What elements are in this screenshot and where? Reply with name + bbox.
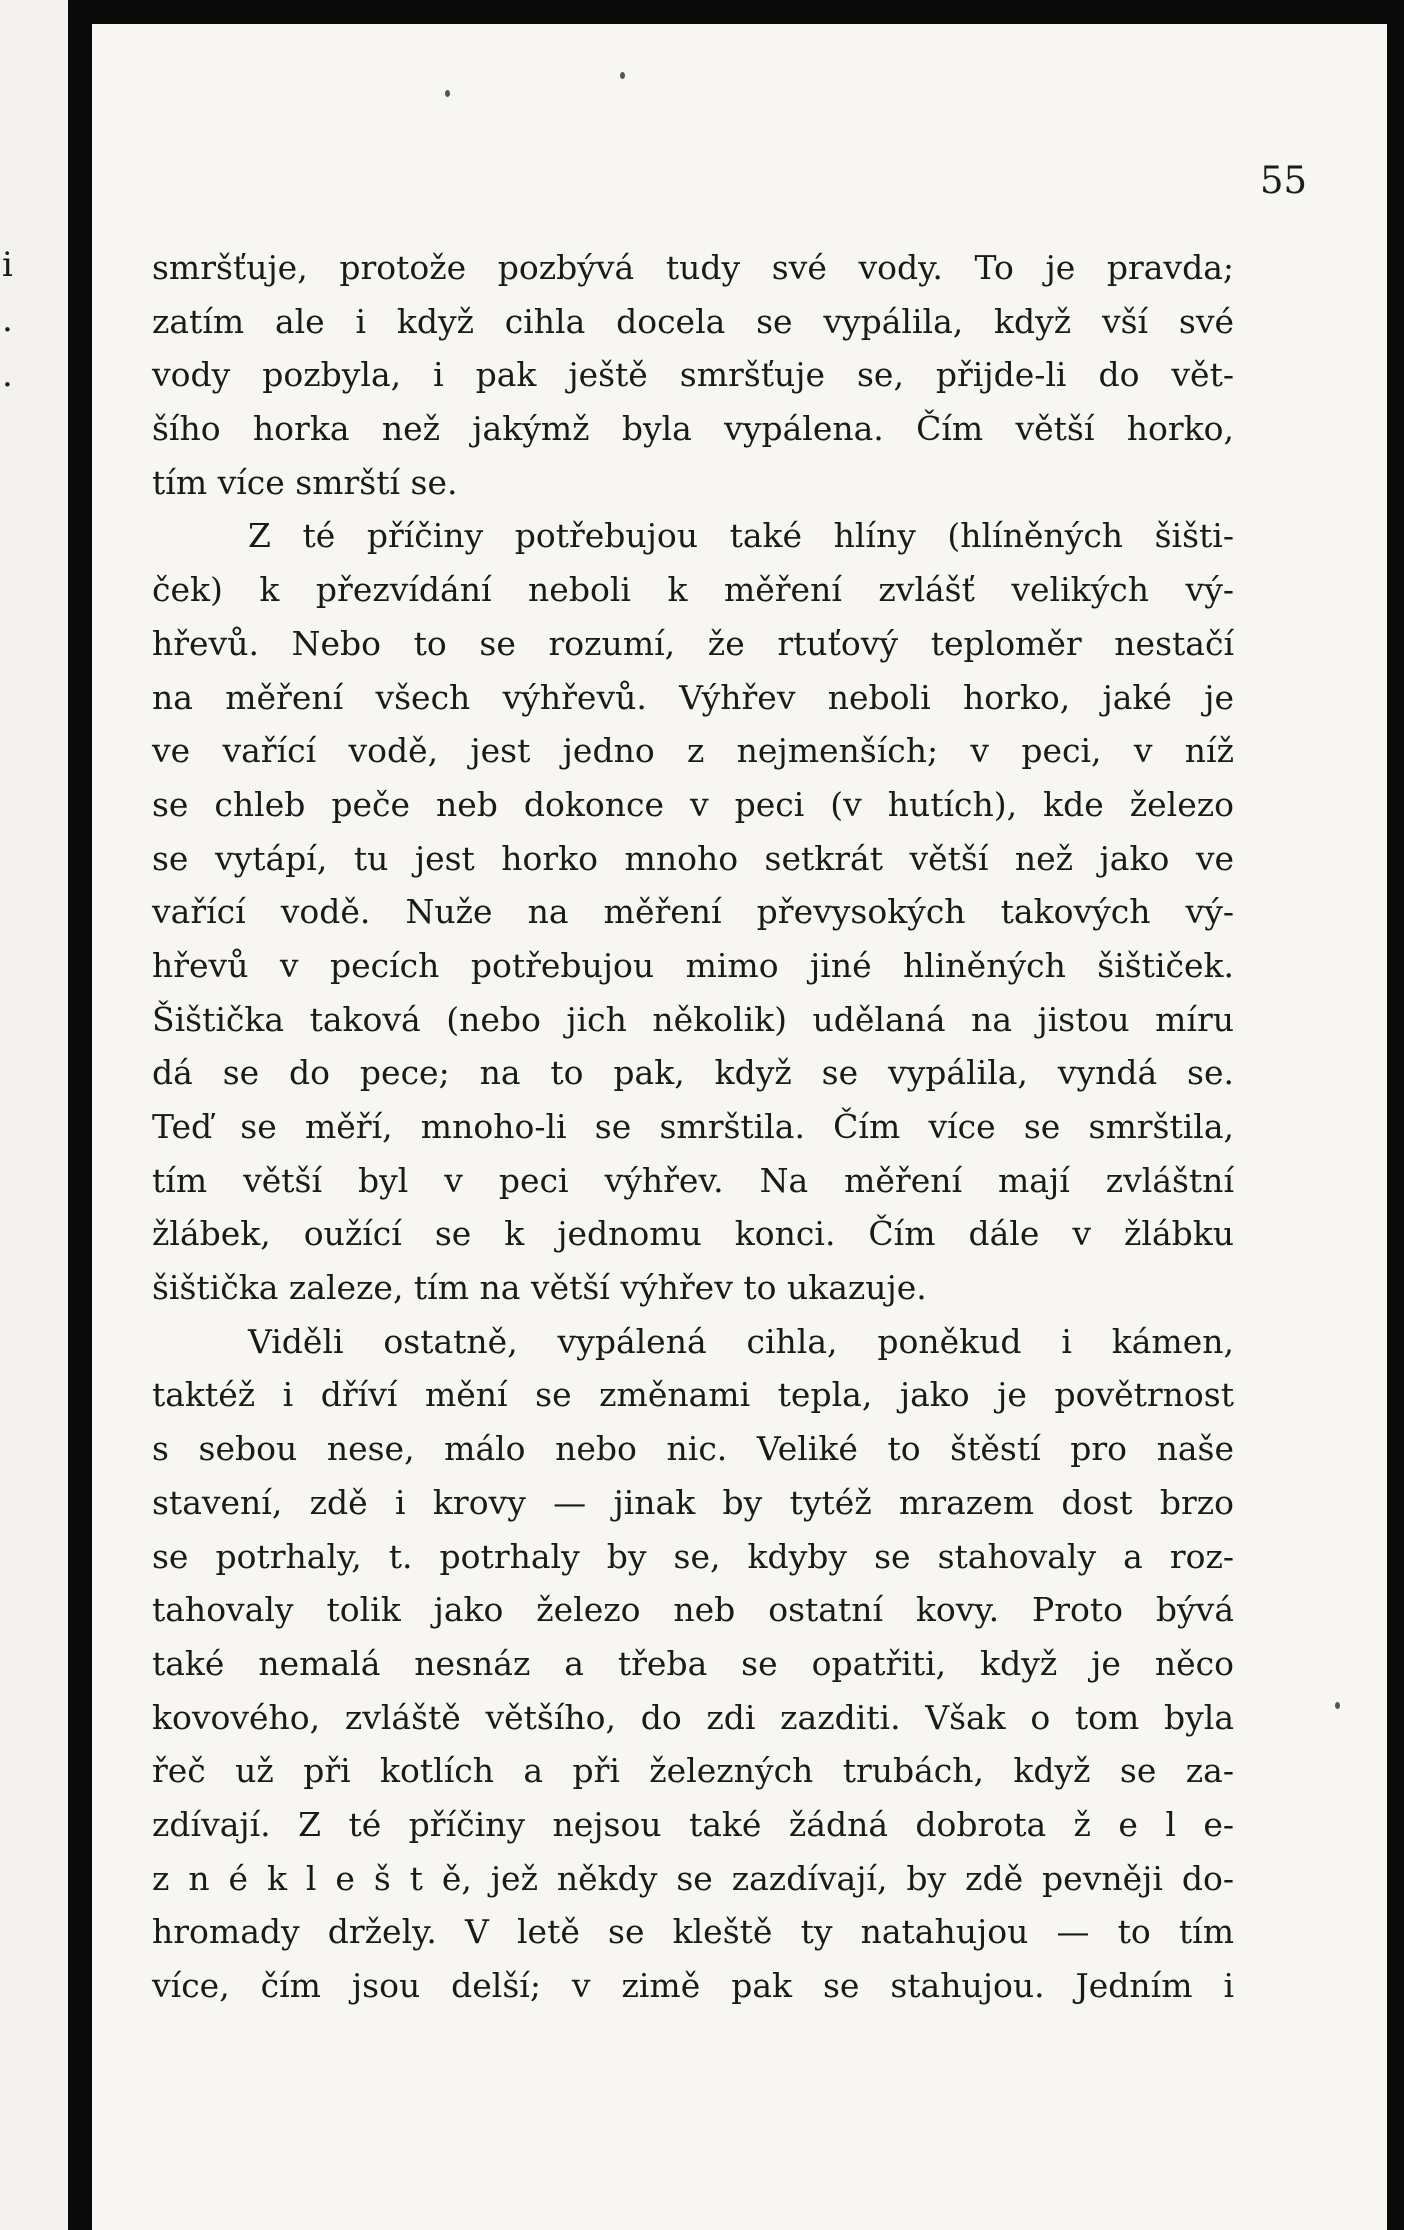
text-line: na měření všech výhřevů. Výhřev neboli horko, jaké je <box>152 677 1234 717</box>
paragraph-start-line: Z té příčiny potřebujou také hlíny (hlíněných šišti- <box>248 516 1234 556</box>
text-line: ve vařící vodě, jest jedno z nejmenších; v peci, v níž <box>152 731 1234 771</box>
page-number: 55 <box>1260 159 1308 202</box>
paragraph-start-line: Viděli ostatně, vypálená cihla, poněkud i kámen, <box>248 1321 1234 1361</box>
paper-speck <box>620 72 625 79</box>
text-line: hřevů v pecích potřebujou mimo jiné hliněných šištiček. <box>152 945 1234 985</box>
text-line: ček) k přezvídání neboli k měření zvlášť velikých vý- <box>152 570 1234 610</box>
text-line: tahovaly tolik jako železo neb ostatní kovy. Proto bývá <box>152 1590 1234 1630</box>
body-text <box>152 241 1234 2013</box>
text-line: hromady držely. V letě se kleště ty natahujou — to tím <box>152 1912 1234 1952</box>
text-line: zdívají. Z té příčiny nejsou také žádná dobrota ž e l e- <box>152 1804 1234 1844</box>
text-line: se vytápí, tu jest horko mnoho setkrát větší než jako ve <box>152 838 1234 878</box>
paper-speck <box>1335 1702 1340 1709</box>
paper-speck <box>445 90 450 97</box>
text-line: vařící vodě. Nuže na měření převysokých takových vý- <box>152 892 1234 932</box>
text-line: taktéž i dříví mění se změnami tepla, jako je povětrnost <box>152 1375 1234 1415</box>
text-line: více, čím jsou delší; v zimě pak se stahujou. Jedním i <box>152 1966 1234 2005</box>
text-line: s sebou nese, málo nebo nic. Veliké to štěstí pro naše <box>152 1429 1234 1469</box>
text-line: zatím ale i když cihla docela se vypálila, když vší své <box>152 301 1234 341</box>
text-line: šího horka než jakýmž byla vypálena. Čím větší horko, <box>152 409 1234 449</box>
text-line: Šištička taková (nebo jich několik) udělaná na jistou míru <box>152 999 1234 1039</box>
text-line: vody pozbyla, i pak ještě smršťuje se, přijde-li do vět- <box>152 355 1234 395</box>
text-line: tím více smrští se. <box>152 462 458 502</box>
text-line: hřevů. Nebo to se rozumí, že rtuťový teploměr nestačí <box>152 623 1234 663</box>
text-line: se chleb peče neb dokonce v peci (v hutích), kde železo <box>152 784 1234 824</box>
text-line: stavení, zdě i krovy — jinak by tytéž mrazem dost brzo <box>152 1482 1234 1522</box>
text-line: tím větší byl v peci výhřev. Na měření mají zvláštní <box>152 1160 1234 1200</box>
text-line: žlábek, oužící se k jednomu konci. Čím dále v žlábku <box>152 1214 1234 1254</box>
text-line: Teď se měří, mnoho-li se smrštila. Čím více se smrštila, <box>152 1107 1234 1146</box>
text-line: také nemalá nesnáz a třeba se opatřiti, když je něco <box>152 1643 1234 1683</box>
text-line: dá se do pece; na to pak, když se vypálila, vyndá se. <box>152 1053 1234 1093</box>
text-line: řeč už při kotlích a při železných trubách, když se za- <box>152 1751 1234 1791</box>
prev-page-char: . <box>2 300 13 340</box>
text-line: se potrhaly, t. potrhaly by se, kdyby se stahovaly a roz- <box>152 1536 1234 1576</box>
text-line: z n é k l e š t ě, jež někdy se zazdívají, by zdě pevněji do- <box>152 1858 1234 1898</box>
text-line: kovového, zvláště většího, do zdi zazditi. Však o tom byla <box>152 1697 1234 1737</box>
previous-page-edge <box>0 0 68 2230</box>
prev-page-char: i <box>2 245 13 285</box>
prev-page-char: . <box>2 355 13 395</box>
text-line: šištička zaleze, tím na větší výhřev to ukazuje. <box>152 1268 927 1308</box>
text-line: smršťuje, protože pozbývá tudy své vody. To je pravda; <box>152 248 1234 287</box>
